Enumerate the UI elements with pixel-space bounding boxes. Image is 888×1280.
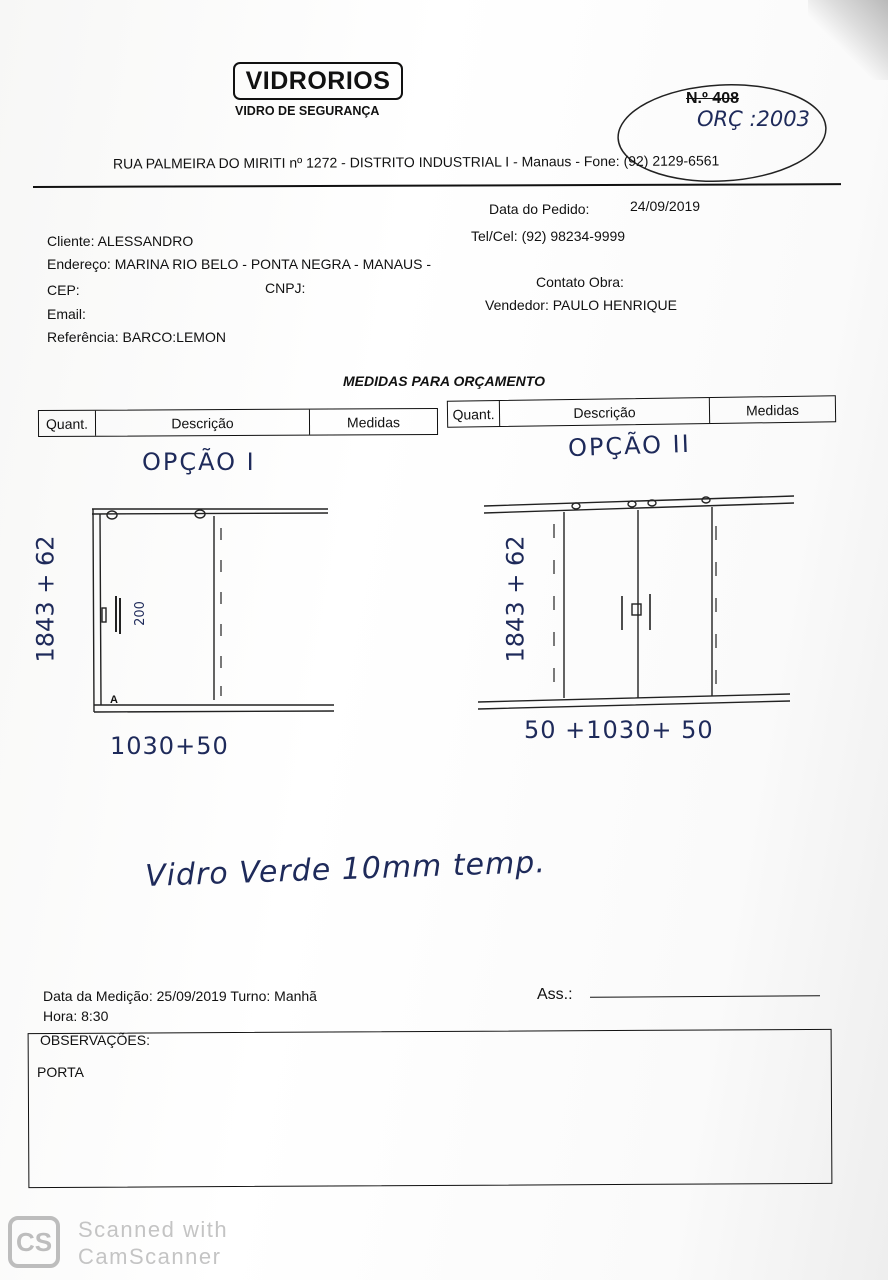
option-1-height: 1843 + 62	[31, 535, 60, 663]
order-number: N.º 408	[686, 90, 739, 107]
company-logo: VIDRORIOS	[233, 62, 403, 100]
cnpj-field: CNPJ:	[265, 280, 306, 296]
observations-text: PORTA	[37, 1064, 84, 1080]
company-address: RUA PALMEIRA DO MIRITI nº 1272 - DISTRITO INDUSTRIAL I - Manaus - Fone: (92) 2129-6561	[112, 152, 720, 172]
option-1-door-drawing	[88, 500, 340, 720]
option-1-handle-measure: 200	[132, 601, 148, 626]
option-2-width: 50 +1030+ 50	[524, 716, 714, 744]
option-1-width: 1030+50	[110, 732, 229, 760]
client-field: Cliente: ALESSANDRO	[47, 233, 194, 249]
contact-field: Contato Obra:	[536, 274, 624, 290]
column-descricao: Descrição	[96, 410, 310, 436]
measurement-time: Hora: 8:30	[43, 1008, 109, 1024]
option-2-title: OPÇÃO II	[567, 429, 692, 463]
address-field: Endereço: MARINA RIO BELO - PONTA NEGRA - MANAUS -	[47, 256, 432, 272]
signature-label: Ass.:	[537, 986, 573, 1003]
option-1-title: OPÇÃO I	[142, 448, 256, 476]
column-quant: Quant.	[39, 411, 96, 436]
measures-table-right	[447, 395, 836, 427]
camscanner-logo: CS	[8, 1216, 60, 1268]
order-date-label: Data do Pedido:	[489, 201, 590, 217]
budget-number: ORÇ :2003	[697, 107, 810, 131]
seller-field: Vendedor: PAULO HENRIQUE	[485, 297, 677, 313]
signature-line	[590, 995, 820, 998]
company-tagline: VIDRO DE SEGURANÇA	[235, 104, 380, 118]
measures-title: MEDIDAS PARA ORÇAMENTO	[343, 373, 545, 389]
email-field: Email:	[47, 306, 86, 322]
measures-table-left	[38, 408, 438, 437]
observations-label: OBSERVAÇÕES:	[40, 1032, 150, 1048]
option-2-height: 1843 + 62	[501, 535, 530, 663]
column-quant: Quant.	[448, 401, 500, 427]
page-corner-fold	[808, 0, 888, 80]
option-1-corner-mark: A	[110, 694, 118, 706]
column-medidas: Medidas	[745, 401, 800, 419]
glass-specification-note: Vidro Verde 10mm temp.	[144, 845, 547, 894]
watermark-line-1: Scanned with	[78, 1217, 229, 1242]
column-descricao: Descrição	[500, 398, 710, 426]
phone-field: Tel/Cel: (92) 98234-9999	[471, 228, 626, 244]
observations-box	[28, 1029, 833, 1188]
measurement-date: Data da Medição: 25/09/2019 Turno: Manhã	[43, 988, 317, 1004]
watermark-line-2: CamScanner	[78, 1244, 222, 1269]
reference-field: Referência: BARCO:LEMON	[47, 329, 226, 345]
column-medidas: Medidas	[346, 413, 400, 430]
cep-field: CEP:	[47, 282, 80, 298]
order-date-value: 24/09/2019	[630, 198, 701, 214]
